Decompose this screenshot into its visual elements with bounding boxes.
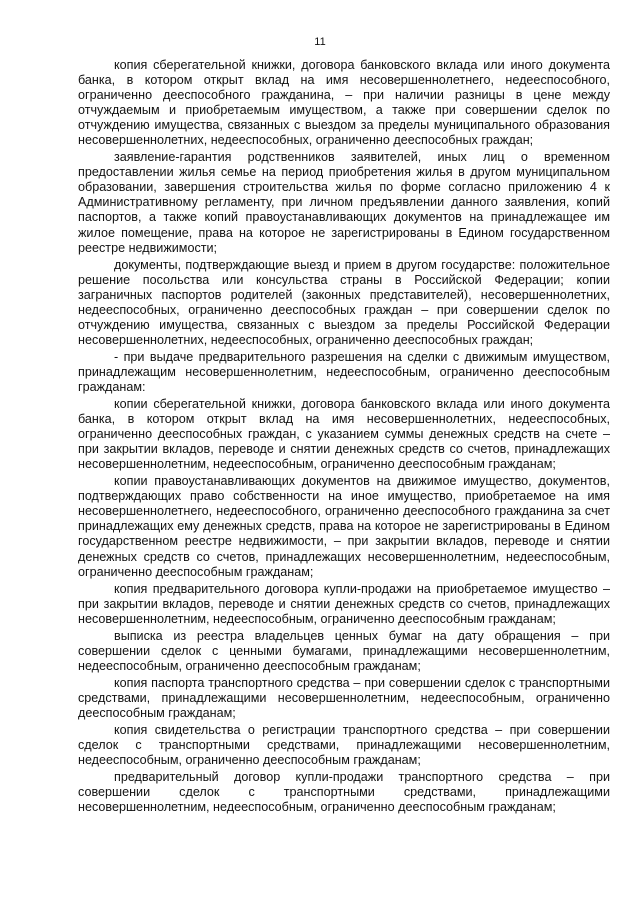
paragraph: заявление-гарантия родственников заявителей, иных лиц о временном предоставлении жилья семье на период приобретения жилья в другом муниципальном образовании, завершения строительства жилья по форме согласно приложению 4 к Административному регламенту, при личном предъявлении данного заявления, копий паспортов, а также копий правоустанавливающих документов на принадлежащее им жилое помещение, права на которое не зарегистрированы в Едином государственном реестре недвижимости; bbox=[78, 150, 610, 255]
paragraph: копии правоустанавливающих документов на движимое имущество, документов, подтверждающих право собственности на иное имущество, приобретаемое на имя несовершеннолетнего, недееспособного, ограниченно дееспособного гражданина за счет принадлежащих ему денежных средств, права на которое не зарегистрированы в Едином государственном реестре недвижимости, – при закрытии вкладов, переводе и снятии денежных средств со счетов, принадлежащих несовершеннолетним, недееспособным, ограниченно дееспособным гражданам; bbox=[78, 474, 610, 579]
paragraph: документы, подтверждающие выезд и прием в другом государстве: положительное решение посольства или консульства страны в Российской Федерации; копии заграничных паспортов родителей (законных представителей), несовершеннолетних, недееспособных, ограниченно дееспособных граждан – при совершении сделок по отчуждению имущества, связанных с выездом за пределы Российской Федерации несовершеннолетних, недееспособных, ограниченно дееспособных граждан; bbox=[78, 257, 610, 347]
paragraph: копии сберегательной книжки, договора банковского вклада или иного документа банка, в котором открыт вклад на имя несовершеннолетних, недееспособных, ограниченно дееспособных граждан, с указанием суммы денежных средств на счете – при закрытии вкладов, переводе и снятии денежных средств со счетов, принадлежащих несовершеннолетним, недееспособным, ограниченно дееспособным гражданам; bbox=[78, 397, 610, 472]
paragraph: копия предварительного договора купли-продажи на приобретаемое имущество – при закрытии вкладов, переводе и снятии денежных средств со счетов, принадлежащих несовершеннолетним, недееспособным, ограниченно дееспособным гражданам; bbox=[78, 581, 610, 626]
paragraph: копия свидетельства о регистрации транспортного средства – при совершении сделок с транспортными средствами, принадлежащими несовершеннолетним, недееспособным, ограниченно дееспособным гражданам; bbox=[78, 723, 610, 768]
paragraph: копия паспорта транспортного средства – при совершении сделок с транспортными средствами, принадлежащими несовершеннолетним, недееспособным, ограниченно дееспособным гражданам; bbox=[78, 675, 610, 720]
document-body bbox=[78, 58, 610, 817]
page-number: 11 bbox=[314, 36, 326, 48]
paragraph: копия сберегательной книжки, договора банковского вклада или иного документа банка, в котором открыт вклад на имя несовершеннолетнего, недееспособного, ограниченно дееспособного гражданина, – при наличии разницы в цене между отчуждаемым и приобретаемым имуществом, а также при совершении сделок по отчуждению имущества, связанных с выездом за пределы муниципального образования несовершеннолетних, недееспособных, ограниченно дееспособных граждан; bbox=[78, 58, 610, 148]
paragraph: выписка из реестра владельцев ценных бумаг на дату обращения – при совершении сделок с ценными бумагами, принадлежащими несовершеннолетним, недееспособным, ограниченно дееспособным гражданам; bbox=[78, 628, 610, 673]
paragraph: предварительный договор купли-продажи транспортного средства – при совершении сделок с транспортными средствами, принадлежащими несовершеннолетним, недееспособным, ограниченно дееспособным гражданам; bbox=[78, 770, 610, 815]
paragraph: - при выдаче предварительного разрешения на сделки с движимым имуществом, принадлежащим несовершеннолетним, недееспособным, ограниченно дееспособным гражданам: bbox=[78, 349, 610, 394]
